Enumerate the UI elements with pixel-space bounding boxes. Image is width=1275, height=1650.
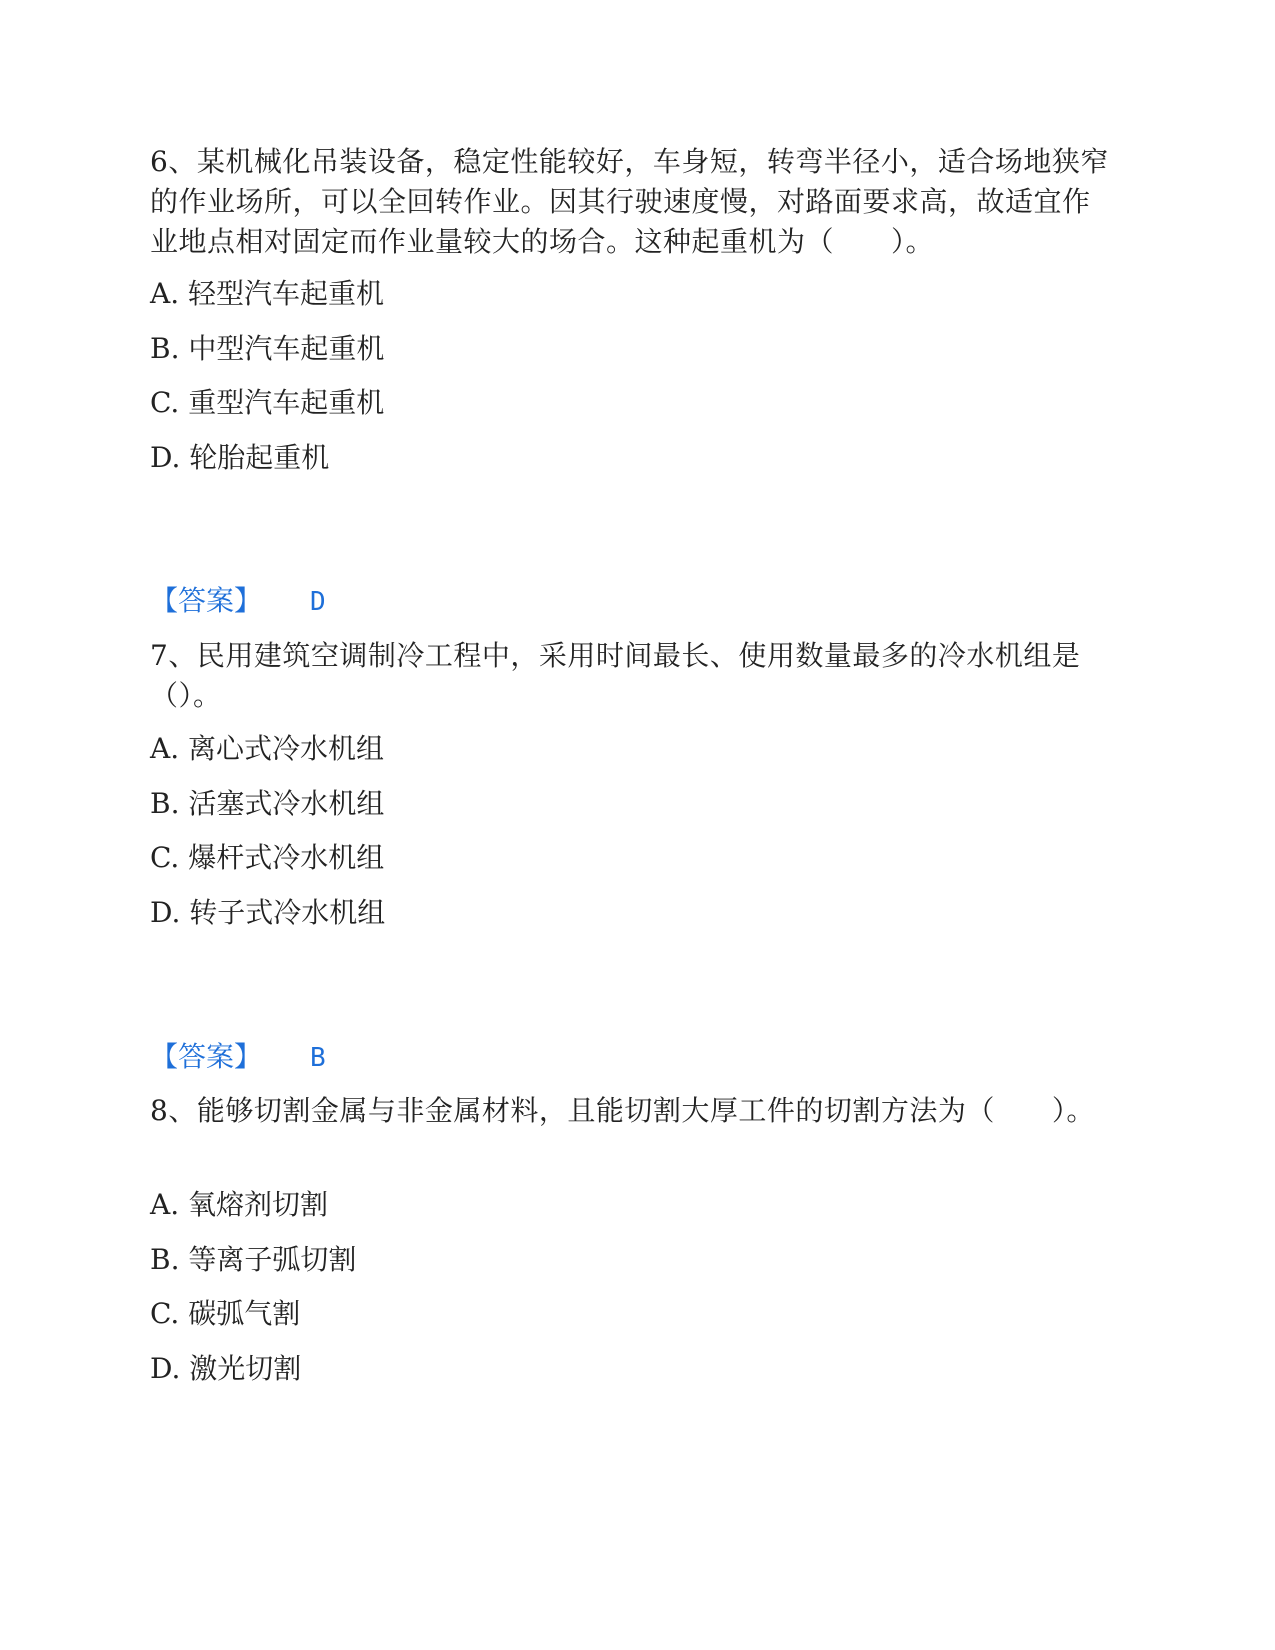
answer-value: B — [310, 1043, 326, 1073]
option-c: C. 碳弧气割 — [150, 1297, 301, 1330]
option-c: C. 重型汽车起重机 — [150, 386, 385, 419]
option-a: A. 轻型汽车起重机 — [150, 277, 385, 310]
question-stem: 7、民用建筑空调制冷工程中，采用时间最长、使用数量最多的冷水机组是（）。 — [150, 639, 1081, 712]
question-7 — [150, 636, 1110, 929]
option-a: A. 氧熔剂切割 — [150, 1188, 329, 1221]
answer-7 — [150, 1037, 326, 1078]
answer-value: D — [310, 587, 326, 617]
option-d: D. 轮胎起重机 — [150, 441, 330, 474]
question-stem: 8、能够切割金属与非金属材料，且能切割大厚工件的切割方法为（ ）。 — [150, 1094, 1095, 1127]
question-stem: 6、某机械化吊装设备，稳定性能较好，车身短，转弯半径小，适合场地狭窄的作业场所，可以全回转作业。因其行驶速度慢，对路面要求高，故适宜作业地点相对固定而作业量较大的场合。这种起重机为（ ）。 — [150, 145, 1109, 258]
answer-6 — [150, 581, 326, 622]
question-8 — [150, 1091, 1110, 1385]
option-d: D. 激光切割 — [150, 1352, 302, 1385]
answer-label: 【答案】 — [150, 1040, 263, 1073]
answer-label: 【答案】 — [150, 584, 263, 617]
option-b: B. 活塞式冷水机组 — [150, 787, 385, 820]
option-d: D. 转子式冷水机组 — [150, 896, 386, 929]
option-a: A. 离心式冷水机组 — [150, 732, 385, 765]
option-b: B. 中型汽车起重机 — [150, 332, 385, 365]
option-b: B. 等离子弧切割 — [150, 1243, 357, 1276]
question-6 — [150, 142, 1110, 474]
option-c: C. 爆杆式冷水机组 — [150, 841, 385, 874]
